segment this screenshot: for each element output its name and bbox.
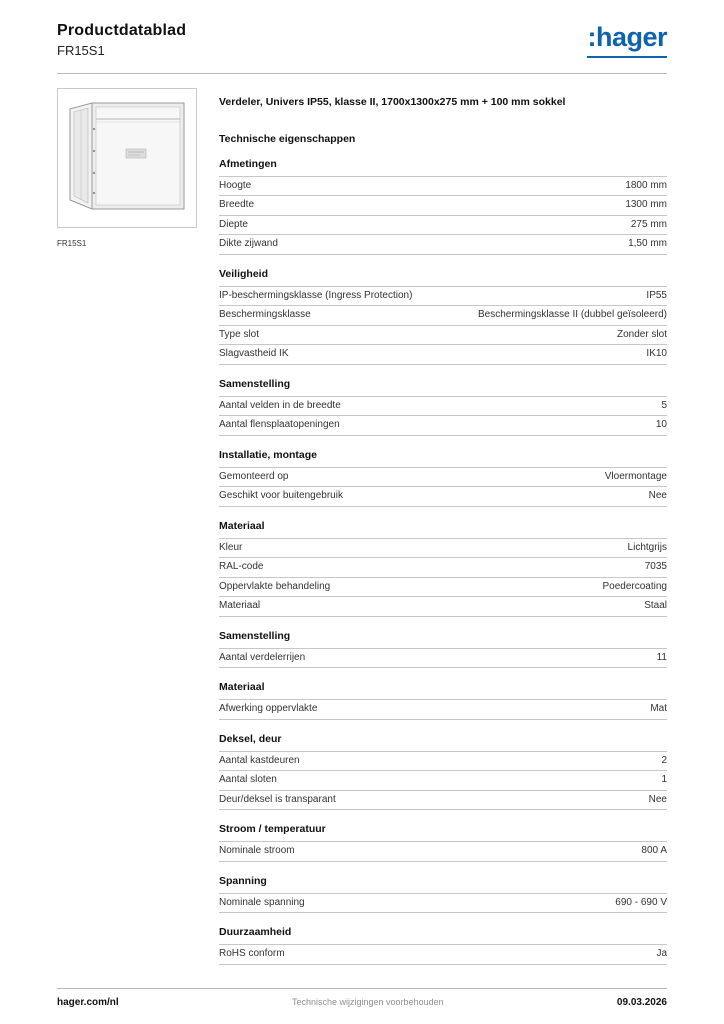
spec-value: 1,50 mm (628, 238, 667, 250)
spec-row (219, 415, 667, 435)
spec-rows (219, 538, 667, 617)
product-description: Verdeler, Univers IP55, klasse II, 1700x1300x275 mm + 100 mm sokkel (219, 96, 566, 108)
spec-value: IK10 (646, 348, 667, 360)
tech-heading: Technische eigenschappen (219, 132, 356, 145)
doc-title: Productdatablad (57, 22, 187, 39)
product-image-column (57, 88, 197, 965)
spec-value: Nee (648, 490, 667, 502)
section-heading: Samenstelling (219, 629, 291, 642)
spec-row (219, 538, 667, 558)
spec-rows (219, 467, 667, 507)
spec-value: 11 (656, 651, 667, 663)
spec-label: Hoogte (219, 179, 252, 191)
spec-row (219, 396, 667, 416)
spec-label: Aantal verdelerrijen (219, 651, 306, 663)
spec-rows (219, 893, 667, 914)
header (57, 22, 667, 58)
spec-rows (219, 286, 667, 365)
spec-row (219, 790, 667, 810)
spec-label: Nominale spanning (219, 896, 305, 908)
spec-label: Gemonteerd op (219, 470, 289, 482)
spec-label: Afwerking oppervlakte (219, 703, 318, 715)
spec-rows (219, 648, 667, 669)
spec-section (219, 681, 667, 720)
spec-section (219, 926, 667, 965)
product-image (57, 88, 197, 228)
section-heading: Stroom / temperatuur (219, 823, 326, 836)
section-heading: Spanning (219, 874, 267, 887)
hager-logo: :hager (587, 24, 667, 58)
section-heading: Veiligheid (219, 267, 269, 280)
spec-value: 5 (661, 399, 667, 411)
spec-label: RoHS conform (219, 948, 285, 960)
spec-row (219, 286, 667, 306)
spec-sections (219, 158, 667, 965)
header-titles (57, 22, 186, 58)
spec-section (219, 630, 667, 669)
spec-rows (219, 699, 667, 720)
spec-value: 2 (661, 754, 667, 766)
header-divider (57, 73, 667, 74)
spec-value: 10 (655, 419, 667, 431)
spec-row (219, 195, 667, 215)
spec-label: Aantal sloten (219, 774, 277, 786)
spec-label: IP-beschermingsklasse (Ingress Protection) (219, 289, 413, 301)
section-heading: Deksel, deur (219, 732, 282, 745)
section-heading: Installatie, montage (219, 448, 318, 461)
spec-value: IP55 (646, 289, 667, 301)
spec-value: Poedercoating (602, 580, 667, 592)
spec-label: Slagvastheid IK (219, 348, 289, 360)
spec-rows (219, 944, 667, 965)
spec-value: 1800 mm (625, 179, 667, 191)
spec-label: RAL-code (219, 561, 264, 573)
product-image-caption: FR15S1 (57, 239, 87, 248)
spec-row (219, 751, 667, 771)
spec-row (219, 486, 667, 506)
spec-row (219, 770, 667, 790)
product-code: FR15S1 (57, 43, 105, 58)
cabinet-drawing-icon (58, 89, 196, 227)
spec-rows (219, 176, 667, 255)
footer-site-link[interactable]: hager.com/nl (57, 997, 119, 1008)
spec-label: Materiaal (219, 600, 261, 612)
spec-section (219, 268, 667, 365)
content (57, 88, 667, 965)
spec-label: Beschermingsklasse (219, 309, 311, 321)
spec-section (219, 158, 667, 255)
spec-rows (219, 751, 667, 811)
spec-row (219, 215, 667, 235)
spec-label: Type slot (219, 328, 260, 340)
spec-value: Zonder slot (616, 328, 667, 340)
spec-row (219, 344, 667, 364)
spec-label: Nominale stroom (219, 845, 295, 857)
spec-rows (219, 396, 667, 436)
spec-label: Deur/deksel is transparant (219, 793, 336, 805)
spec-row (219, 893, 667, 913)
spec-value: Staal (644, 600, 667, 612)
spec-row (219, 699, 667, 719)
spec-row (219, 557, 667, 577)
spec-value: Mat (650, 703, 667, 715)
spec-row (219, 467, 667, 487)
spec-row (219, 176, 667, 196)
spec-column (219, 88, 667, 965)
spec-row (219, 234, 667, 254)
spec-label: Geschikt voor buitengebruik (219, 490, 343, 502)
spec-row (219, 944, 667, 964)
spec-label: Aantal kastdeuren (219, 754, 300, 766)
spec-value: 7035 (644, 561, 667, 573)
section-heading: Samenstelling (219, 377, 291, 390)
spec-value: Ja (656, 948, 667, 960)
spec-value: Vloermontage (604, 470, 667, 482)
spec-value: 275 mm (630, 218, 667, 230)
spec-row (219, 648, 667, 668)
spec-label: Breedte (219, 199, 255, 211)
footer-date: 09.03.2026 (616, 997, 667, 1008)
spec-rows (219, 841, 667, 862)
spec-value: 1 (661, 774, 667, 786)
spec-label: Aantal velden in de breedte (219, 399, 341, 411)
spec-section (219, 823, 667, 862)
spec-row (219, 596, 667, 616)
section-heading: Materiaal (219, 519, 265, 532)
spec-row (219, 841, 667, 861)
spec-section (219, 733, 667, 811)
spec-label: Oppervlakte behandeling (219, 580, 331, 592)
spec-label: Kleur (219, 541, 243, 553)
spec-value: Lichtgrijs (627, 541, 667, 553)
spec-label: Diepte (219, 218, 248, 230)
spec-label: Dikte zijwand (219, 238, 278, 250)
spec-section (219, 875, 667, 914)
spec-section (219, 520, 667, 617)
spec-value: Nee (648, 793, 667, 805)
spec-value: 800 A (641, 845, 667, 857)
spec-row (219, 325, 667, 345)
footer-note: Technische wijzigingen voorbehouden (292, 997, 444, 1007)
section-heading: Afmetingen (219, 157, 277, 170)
spec-section (219, 449, 667, 507)
spec-section (219, 378, 667, 436)
spec-label: Aantal flensplaatopeningen (219, 419, 340, 431)
spec-value: 1300 mm (625, 199, 667, 211)
section-heading: Materiaal (219, 681, 265, 694)
spec-row (219, 305, 667, 325)
section-heading: Duurzaamheid (219, 926, 292, 939)
footer (57, 988, 667, 1008)
spec-value: 690 - 690 V (615, 896, 667, 908)
spec-row (219, 577, 667, 597)
spec-value: Beschermingsklasse II (dubbel geïsoleerd) (478, 309, 667, 321)
